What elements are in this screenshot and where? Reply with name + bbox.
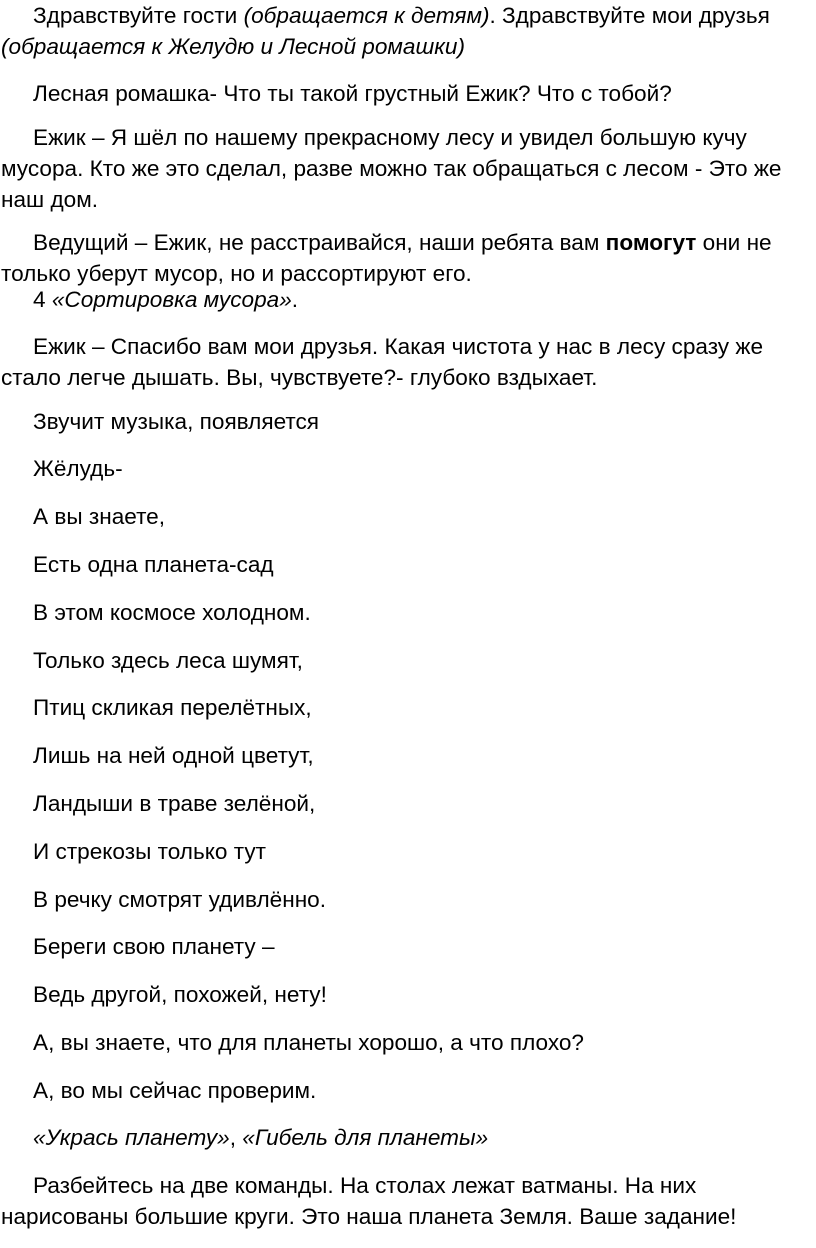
text-run: И стрекозы только тут <box>33 839 266 864</box>
text-run: 4 <box>33 287 52 312</box>
text-run: В речку смотрят удивлённо. <box>33 887 327 912</box>
paragraph-forest-daisy <box>1 78 812 109</box>
paragraph-check <box>1 1075 812 1106</box>
poem-line <box>1 740 812 771</box>
text-run: Есть одна планета-сад <box>33 552 274 577</box>
text-run: . Здравствуйте мои друзья <box>489 3 770 28</box>
poem-line <box>1 597 812 628</box>
poem-line <box>1 645 812 676</box>
text-run: В этом космосе холодном. <box>33 600 311 625</box>
text-run: Разбейтесь на две команды. На столах лежат ватманы. На них нарисованы большие круги. Это наша планета Земля. Ваше задание! <box>1 1173 737 1229</box>
poem-line <box>1 501 812 532</box>
poem-line <box>1 979 812 1010</box>
text-run: Только здесь леса шумят, <box>33 648 303 673</box>
poem-line <box>1 931 812 962</box>
text-run: , <box>229 1125 243 1150</box>
text-run: А, вы знаете, что для планеты хорошо, а что плохо? <box>33 1030 584 1055</box>
text-run: они не только уберут мусор, но и рассортируют его. <box>1 230 772 286</box>
text-run: Береги свою планету – <box>33 934 275 959</box>
poem-line <box>1 549 812 580</box>
paragraph-hedgehog-1 <box>1 122 812 215</box>
paragraph-acorn <box>1 453 812 484</box>
text-run: Жёлудь- <box>33 456 123 481</box>
paragraph-task <box>1 1170 812 1232</box>
text-run: . <box>291 287 299 312</box>
game-title: «Сортировка мусора» <box>51 287 292 312</box>
poem-line <box>1 692 812 723</box>
text-run: А, во мы сейчас проверим. <box>33 1078 317 1103</box>
text-run: Здравствуйте гости <box>33 3 244 28</box>
text-run: Ежик – Спасибо вам мои друзья. Какая чистота у нас в лесу сразу же стало легче дышать. Вы, чувствуете?- глубоко вздыхает. <box>1 334 764 390</box>
text-run: Звучит музыка, появляется <box>33 409 320 434</box>
paragraph-music <box>1 406 812 437</box>
text-run: Ведущий – Ежик, не расстраивайся, наши ребята вам <box>33 230 606 255</box>
paragraph-hedgehog-2 <box>1 331 812 393</box>
stage-direction: (обращается к Желудю и Лесной ромашки) <box>1 34 465 59</box>
text-run: Ландыши в траве зелёной, <box>33 791 316 816</box>
paragraph-question <box>1 1027 812 1058</box>
text-run: Лесная ромашка- Что ты такой грустный Ежик? Что с тобой? <box>33 81 672 106</box>
stage-direction: (обращается к детям) <box>243 3 490 28</box>
text-run: Ежик – Я шёл по нашему прекрасному лесу и увидел большую кучу мусора. Кто же это сделал, разве можно так обращаться с лесом - Это же наш дом. <box>1 125 782 212</box>
paragraph-games <box>1 1122 812 1153</box>
text-run: Птиц скликая перелётных, <box>33 695 312 720</box>
paragraph-game-4 <box>1 284 812 315</box>
game-title: «Гибель для планеты» <box>242 1125 489 1150</box>
paragraph-host <box>1 227 812 289</box>
poem-line <box>1 788 812 819</box>
text-run: Лишь на ней одной цветут, <box>33 743 314 768</box>
bold-text: помогут <box>605 230 697 255</box>
game-title: «Укрась планету» <box>33 1125 230 1150</box>
paragraph-greeting <box>1 0 812 62</box>
poem-line <box>1 836 812 867</box>
text-run: Ведь другой, похожей, нету! <box>33 982 327 1007</box>
text-run: А вы знаете, <box>33 504 166 529</box>
poem-line <box>1 884 812 915</box>
